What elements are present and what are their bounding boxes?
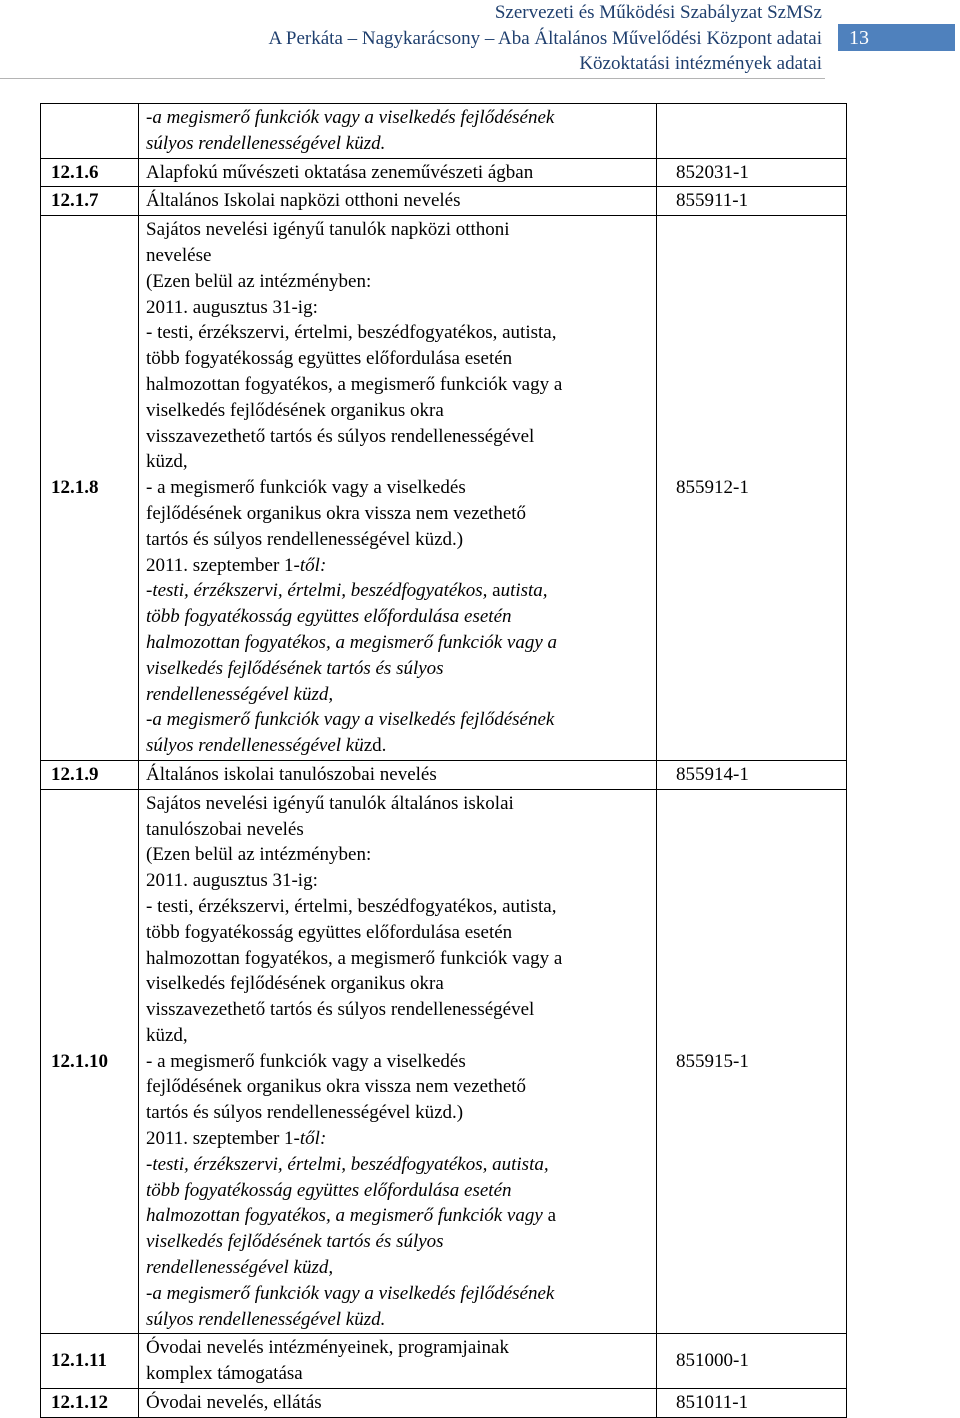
row-description: -a megismerő funkciók vagy a viselkedés fejlődésének súlyos rendellenességével küzd. — [139, 104, 657, 159]
header-subtitle: A Perkáta – Nagykarácsony – Aba Általános Művelődési Központ adatai — [268, 27, 822, 49]
row-number: 12.1.8 — [41, 216, 139, 761]
table-row — [41, 760, 847, 789]
page-header — [0, 0, 960, 80]
activity-table — [40, 103, 847, 1418]
header-rule — [0, 78, 825, 79]
row-code: 851000-1 — [657, 1334, 847, 1389]
row-code: 852031-1 — [657, 158, 847, 187]
page-number: 13 — [849, 27, 869, 49]
table-row — [41, 216, 847, 761]
row-number: 12.1.7 — [41, 187, 139, 216]
row-number: 12.1.10 — [41, 789, 139, 1334]
row-code — [657, 104, 847, 159]
row-code: 855911-1 — [657, 187, 847, 216]
header-title: Szervezeti és Működési Szabályzat SzMSz — [494, 2, 822, 23]
row-number: 12.1.6 — [41, 158, 139, 187]
table-row — [41, 789, 847, 1334]
row-code: 851011-1 — [657, 1389, 847, 1418]
table-row — [41, 187, 847, 216]
row-number: 12.1.12 — [41, 1389, 139, 1418]
row-number: 12.1.9 — [41, 760, 139, 789]
row-description: Alapfokú művészeti oktatása zeneművészeti ágban — [139, 158, 657, 187]
row-description: Óvodai nevelés intézményeinek, programjainak komplex támogatása — [139, 1334, 657, 1389]
row-description: Óvodai nevelés, ellátás — [139, 1389, 657, 1418]
table-row — [41, 158, 847, 187]
table-row — [41, 1389, 847, 1418]
row-description: Általános Iskolai napközi otthoni nevelés — [139, 187, 657, 216]
row-description: Sajátos nevelési igényű tanulók általános iskolai tanulószobai nevelés (Ezen belül az intézményben: 2011. augusztus 31-ig: - testi, érzékszervi, értelmi, beszédfogyatékos, autista, több fogyatékosság együttes előfordulása esetén halmozottan fogyatékos, a megismerő funkciók vagy a viselkedés fejlődésének organikus okra visszavezethető tartós és súlyos rendellenességével küzd, - a megismerő funkciók vagy a viselkedés fejlődésének organikus okra vissza nem vezethető tartós és súlyos rendellenességével küzd.) 2011. szeptember 1-től: -testi, érzékszervi, értelmi, beszédfogyatékos, autista, több fogyatékosság együttes előfordulása esetén halmozottan fogyatékos, a megismerő funkciók vagy a viselkedés fejlődésének tartós és súlyos rendellenességével küzd, -a megismerő funkciók vagy a viselkedés fejlődésének súlyos rendellenességével küzd. — [139, 789, 657, 1334]
table-row — [41, 1334, 847, 1389]
row-number — [41, 104, 139, 159]
row-description: Sajátos nevelési igényű tanulók napközi otthoni nevelése (Ezen belül az intézményben: 2011. augusztus 31-ig: - testi, érzékszervi, értelmi, beszédfogyatékos, autista, több fogyatékosság együttes előfordulása esetén halmozottan fogyatékos, a megismerő funkciók vagy a viselkedés fejlődésének organikus okra visszavezethető tartós és súlyos rendellenességével küzd, - a megismerő funkciók vagy a viselkedés fejlődésének organikus okra vissza nem vezethető tartós és súlyos rendellenességével küzd.) 2011. szeptember 1-től: -testi, érzékszervi, értelmi, beszédfogyatékos, autista, több fogyatékosság együttes előfordulása esetén halmozottan fogyatékos, a megismerő funkciók vagy a viselkedés fejlődésének tartós és súlyos rendellenességével küzd, -a megismerő funkciók vagy a viselkedés fejlődésének súlyos rendellenességével küzd. — [139, 216, 657, 761]
header-text — [269, 0, 823, 77]
header-section: Közoktatási intézmények adatai — [579, 53, 822, 74]
row-description: Általános iskolai tanulószobai nevelés — [139, 760, 657, 789]
row-code: 855915-1 — [657, 789, 847, 1334]
row-code: 855914-1 — [657, 760, 847, 789]
row-code: 855912-1 — [657, 216, 847, 761]
row-number: 12.1.11 — [41, 1334, 139, 1389]
table-row — [41, 104, 847, 159]
